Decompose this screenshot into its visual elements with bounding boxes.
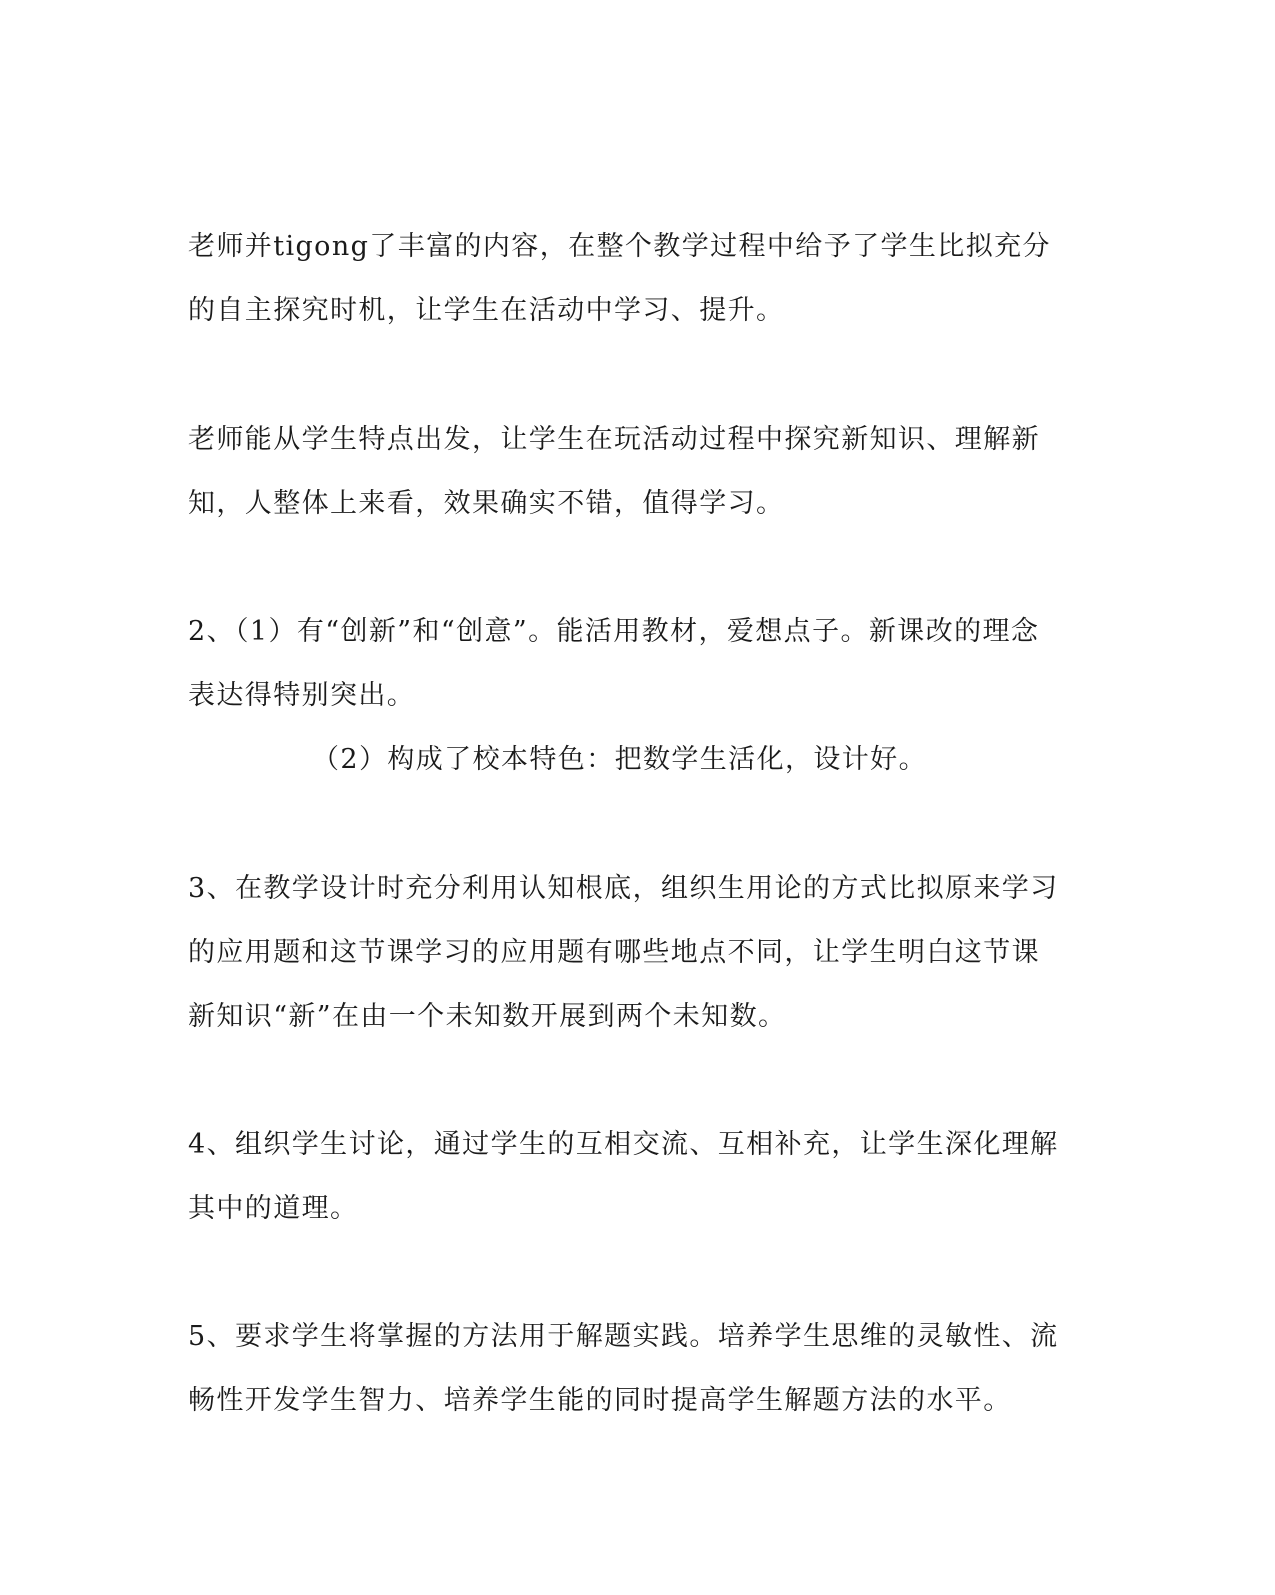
paragraph-1-line-1: 老师并tigong了丰富的内容，在整个教学过程中给予了学生比拟充分 xyxy=(188,231,1051,262)
paragraph-1-line-2: 的自主探究时机，让学生在活动中学习、提升。 xyxy=(188,295,785,326)
item-5-line-2: 畅性开发学生智力、培养学生能的同时提高学生解题方法的水平。 xyxy=(188,1385,1012,1416)
paragraph-2-line-2: 知，人整体上来看，效果确实不错，值得学习。 xyxy=(188,488,785,519)
item-3-line-3: 新知识“新”在由一个未知数开展到两个未知数。 xyxy=(188,1001,787,1032)
item-2-line-2: 表达得特别突出。 xyxy=(188,680,416,711)
paragraph-2-line-1: 老师能从学生特点出发，让学生在玩活动过程中探究新知识、理解新 xyxy=(188,424,1040,455)
item-3-line-2: 的应用题和这节课学习的应用题有哪些地点不同，让学生明白这节课 xyxy=(188,937,1040,968)
item-5-line-1: 5、要求学生将掌握的方法用于解题实践。培养学生思维的灵敏性、流 xyxy=(188,1321,1059,1352)
item-4-line-2: 其中的道理。 xyxy=(188,1193,359,1224)
item-2-line-1: 2、（1）有“创新”和“创意”。能活用教材，爱想点子。新课改的理念 xyxy=(188,616,1040,647)
item-4-line-1: 4、组织学生讨论，通过学生的互相交流、互相补充，让学生深化理解 xyxy=(188,1129,1059,1160)
item-2-subpoint: （2）构成了校本特色：把数学生活化，设计好。 xyxy=(312,744,927,775)
item-3-line-1: 3、在教学设计时充分利用认知根底，组织生用论的方式比拟原来学习 xyxy=(188,873,1059,904)
